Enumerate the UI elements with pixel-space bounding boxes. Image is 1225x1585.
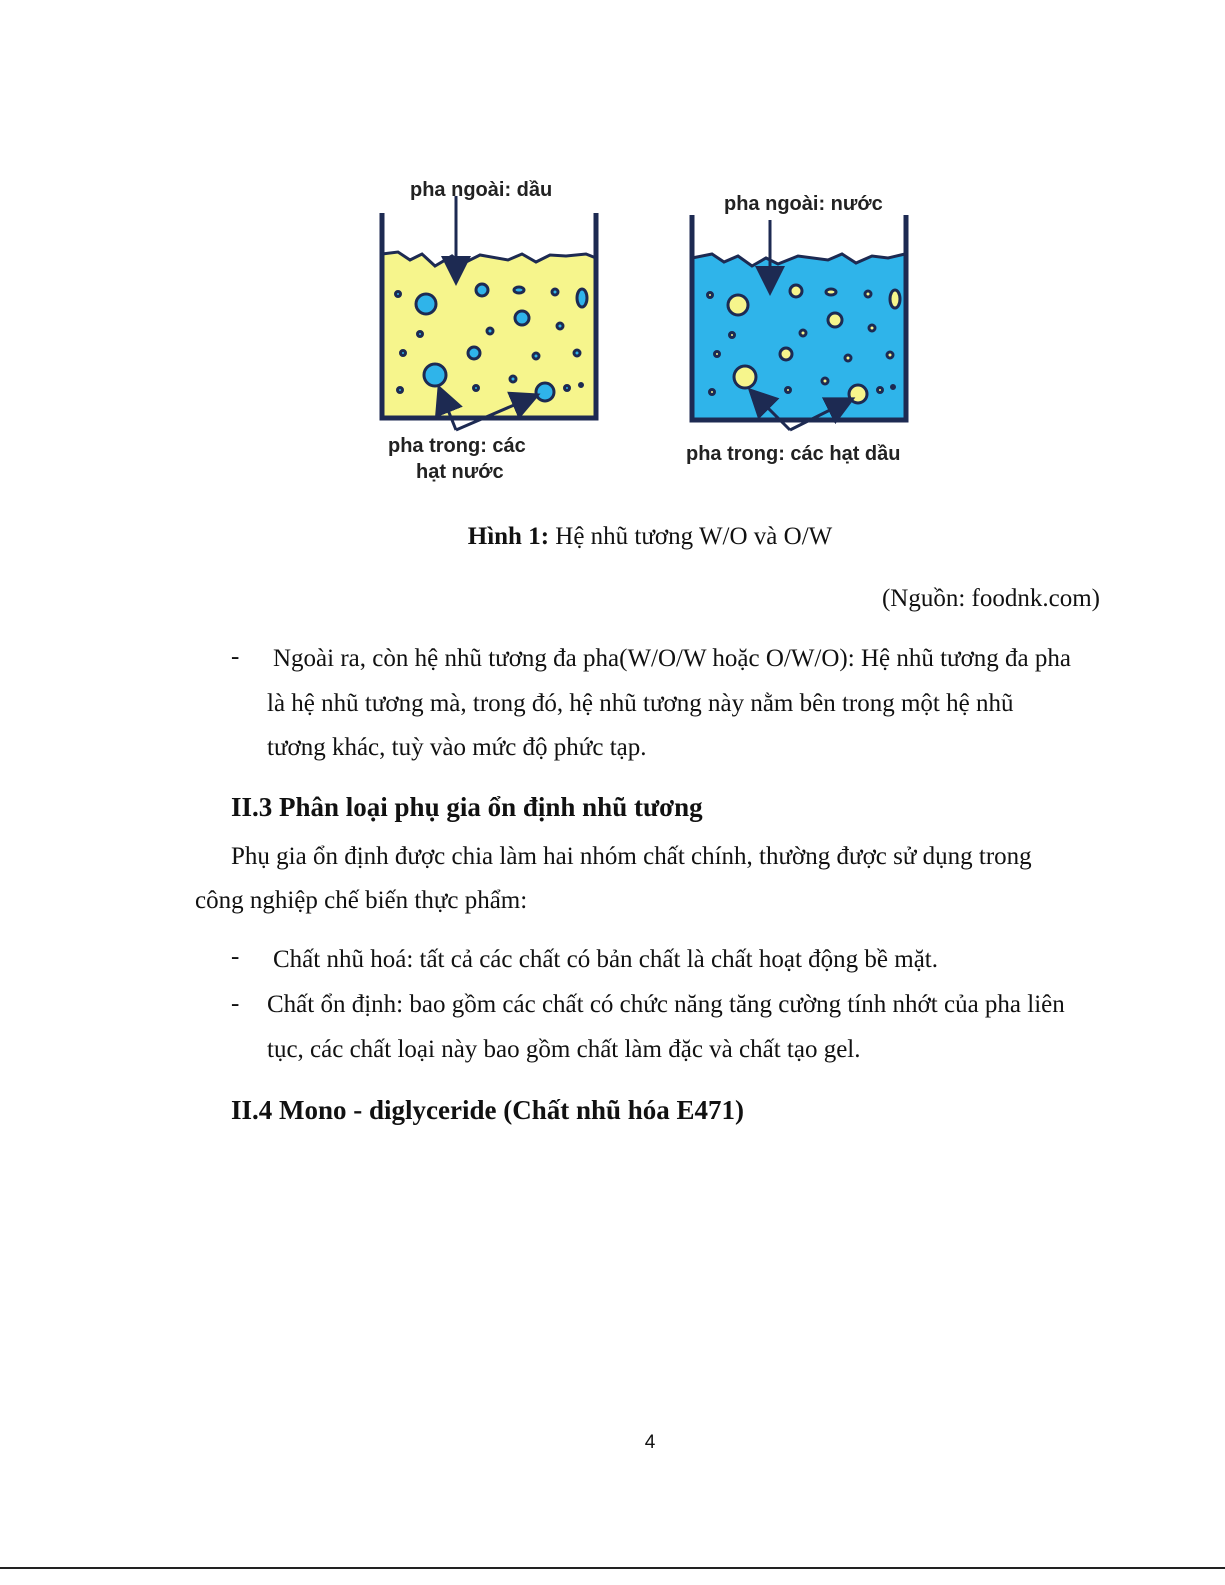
wo-inner-phase-label-line1: pha trong: các [388,435,526,457]
page-number: 4 [644,1432,656,1453]
bullet-1-line-1: Ngoài ra, còn hệ nhũ tương đa pha(W/O/W hoặc O/W/O): Hệ nhũ tương đa pha [273,645,1071,672]
ow-inner-phase-label: pha trong: các hạt dầu [686,443,901,465]
bullet-1-dash: - [231,643,240,670]
caption-label: Hình 1: [467,523,550,550]
emulsion-diagram [360,168,940,500]
caption-text: Hệ nhũ tương W/O và O/W [549,523,833,550]
bullet-3-line-1: Chất ổn định: bao gồm các chất có chức năng tăng cường tính nhớt của pha liên [267,991,1065,1018]
wo-outer-phase-label: pha ngoài: dầu [410,179,553,201]
intro-line-1: Phụ gia ổn định được chia làm hai nhóm chất chính, thường được sử dụng trong [231,843,1032,870]
bottom-rule [0,1567,1225,1569]
emulsion-figure [360,168,940,500]
bullet-3-dash: - [231,990,240,1017]
heading-2-4: II.4 Mono - diglyceride (Chất nhũ hóa E471) [231,1095,745,1125]
bullet-1-line-3: tương khác, tuỳ vào mức độ phức tạp. [267,734,647,761]
bullet-1-line-2: là hệ nhũ tương mà, trong đó, hệ nhũ tương này nằm bên trong một hệ nhũ [267,690,1014,717]
bullet-2-text: Chất nhũ hoá: tất cả các chất có bản chất là chất hoạt động bề mặt. [273,946,939,973]
wo-beaker [382,179,596,483]
figure-caption [0,523,1225,551]
bullet-3-line-2: tục, các chất loại này bao gồm chất làm đặc và chất tạo gel. [267,1036,861,1063]
ow-beaker [686,193,906,465]
figure-source: (Nguồn: foodnk.com) [881,585,1100,612]
wo-inner-phase-label-line2: hạt nước [416,461,504,483]
heading-2-3: II.3 Phân loại phụ gia ổn định nhũ tương [231,792,703,822]
intro-line-2: công nghiệp chế biến thực phẩm: [195,887,528,914]
bullet-2-dash: - [231,943,240,970]
ow-outer-phase-label: pha ngoài: nước [724,193,883,215]
